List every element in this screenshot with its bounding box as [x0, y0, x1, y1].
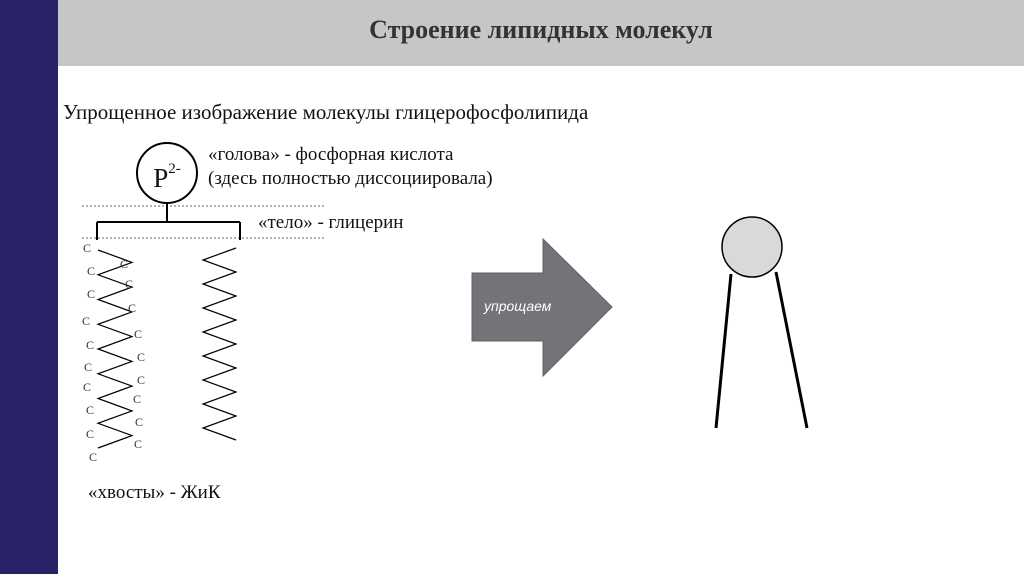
carbon-atom-label: C: [83, 380, 92, 394]
slide-title: Строение липидных молекул: [369, 15, 713, 44]
carbon-atom-label: C: [87, 264, 96, 278]
carbon-atom-label: C: [125, 277, 134, 291]
carbon-atom-label: C: [137, 373, 146, 387]
carbon-atom-label: C: [135, 415, 144, 429]
slide-subtitle: Упрощенное изображение молекулы глицерофосфолипида: [63, 100, 589, 124]
carbon-atom-label: C: [128, 301, 137, 315]
carbon-atom-label: C: [87, 287, 96, 301]
carbon-atom-label: C: [86, 403, 95, 417]
simplified-left-tail: [716, 274, 731, 428]
simplified-head-circle: [722, 217, 782, 277]
carbon-atom-label: C: [86, 338, 95, 352]
carbon-atom-label: C: [86, 427, 95, 441]
head-symbol-letter: P: [153, 163, 169, 193]
carbon-atom-label: C: [82, 314, 91, 328]
body-label: «тело» - глицерин: [258, 212, 404, 233]
carbon-atom-label: C: [84, 360, 93, 374]
head-charge: 2-: [168, 161, 181, 177]
phosphate-head-symbol: [137, 143, 197, 203]
right-tail-zigzag: [203, 248, 236, 440]
carbon-atom-label: C: [83, 241, 92, 255]
simplified-right-tail: [776, 272, 807, 428]
carbon-labels: [82, 241, 145, 464]
carbon-atom-label: C: [133, 392, 142, 406]
carbon-atom-label: C: [89, 450, 98, 464]
head-label-line1: «голова» - фосфорная кислота: [208, 144, 454, 165]
tails-label: «хвосты» - ЖиК: [88, 482, 221, 503]
head-label: [208, 143, 493, 191]
arrow-label: упрощаем: [484, 298, 552, 314]
head-label-line2: (здесь полностью диссоциировала): [208, 168, 493, 189]
carbon-atom-label: C: [137, 350, 146, 364]
carbon-atom-label: C: [134, 327, 143, 341]
carbon-atom-label: C: [120, 257, 129, 271]
carbon-atom-label: C: [134, 437, 143, 451]
